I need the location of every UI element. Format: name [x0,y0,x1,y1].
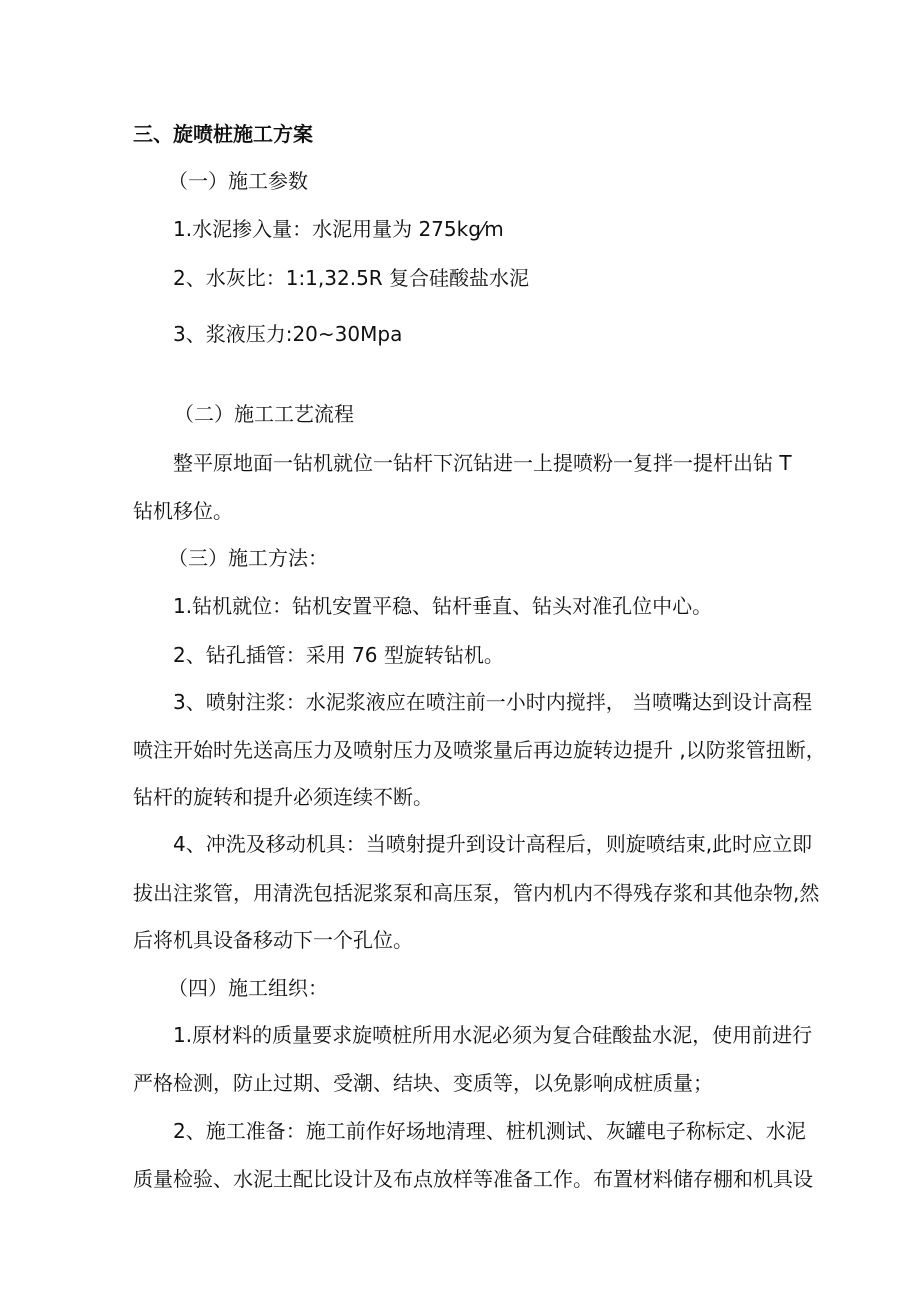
paragraph-line: 4、冲洗及移动机具：当喷射提升到设计高程后，则旋喷结束,此时应立即 [173,832,813,856]
paragraph-line: 整平原地面一钻机就位一钻杆下沉钻进一上提喷粉一复拌一提杆出钻 T [173,451,792,475]
paragraph-line: 钻机移位。 [133,499,233,523]
paragraph-line: 3、喷射注浆：水泥浆液应在喷注前一小时内搅拌， 当喷嘴达到设计高程 [173,690,813,714]
paragraph-line: 严格检测，防止过期、受潮、结块、变质等，以免影响成桩质量； [133,1071,713,1095]
paragraph-line: 1.原材料的质量要求旋喷桩所用水泥必须为复合硅酸盐水泥，使用前进行 [173,1023,813,1047]
subsection-title: （二）施工工艺流程 [174,402,354,426]
subsection-title: （三）施工方法： [168,546,328,570]
paragraph-line: 质量检验、水泥土配比设计及布点放样等准备工作。布置材料储存棚和机具设 [133,1167,813,1191]
paragraph-line: 后将机具设备移动下一个孔位。 [133,928,413,952]
paragraph-line: 2、钻孔插管：采用 76 型旋转钻机。 [173,643,504,667]
paragraph-line: 3、浆液压力:20~30Mpa [173,322,403,346]
subsection-title: （一）施工参数 [168,169,308,193]
paragraph-line: 2、水灰比：1:1,32.5R 复合硅酸盐水泥 [173,266,530,290]
paragraph-line: 拔出注浆管，用清洗包括泥浆泵和高压泵，管内机内不得残存浆和其他杂物,然 [133,881,820,905]
paragraph-line: 1.钻机就位：钻机安置平稳、钻杆垂直、钻头对准孔位中心。 [173,594,713,618]
section-heading: 三、旋喷桩施工方案 [133,122,313,146]
paragraph-line: 1.水泥掺入量：水泥用量为 275kg⁄m [173,217,504,241]
subsection-title: （四）施工组织： [168,976,328,1000]
paragraph-line: 喷注开始时先送高压力及喷射压力及喷浆量后再边旋转边提升 ,以防浆管扭断， [133,738,826,762]
paragraph-line: 钻杆的旋转和提升必须连续不断。 [133,785,433,809]
paragraph-line: 2、施工准备：施工前作好场地清理、桩机测试、灰罐电子称标定、水泥 [173,1119,806,1143]
